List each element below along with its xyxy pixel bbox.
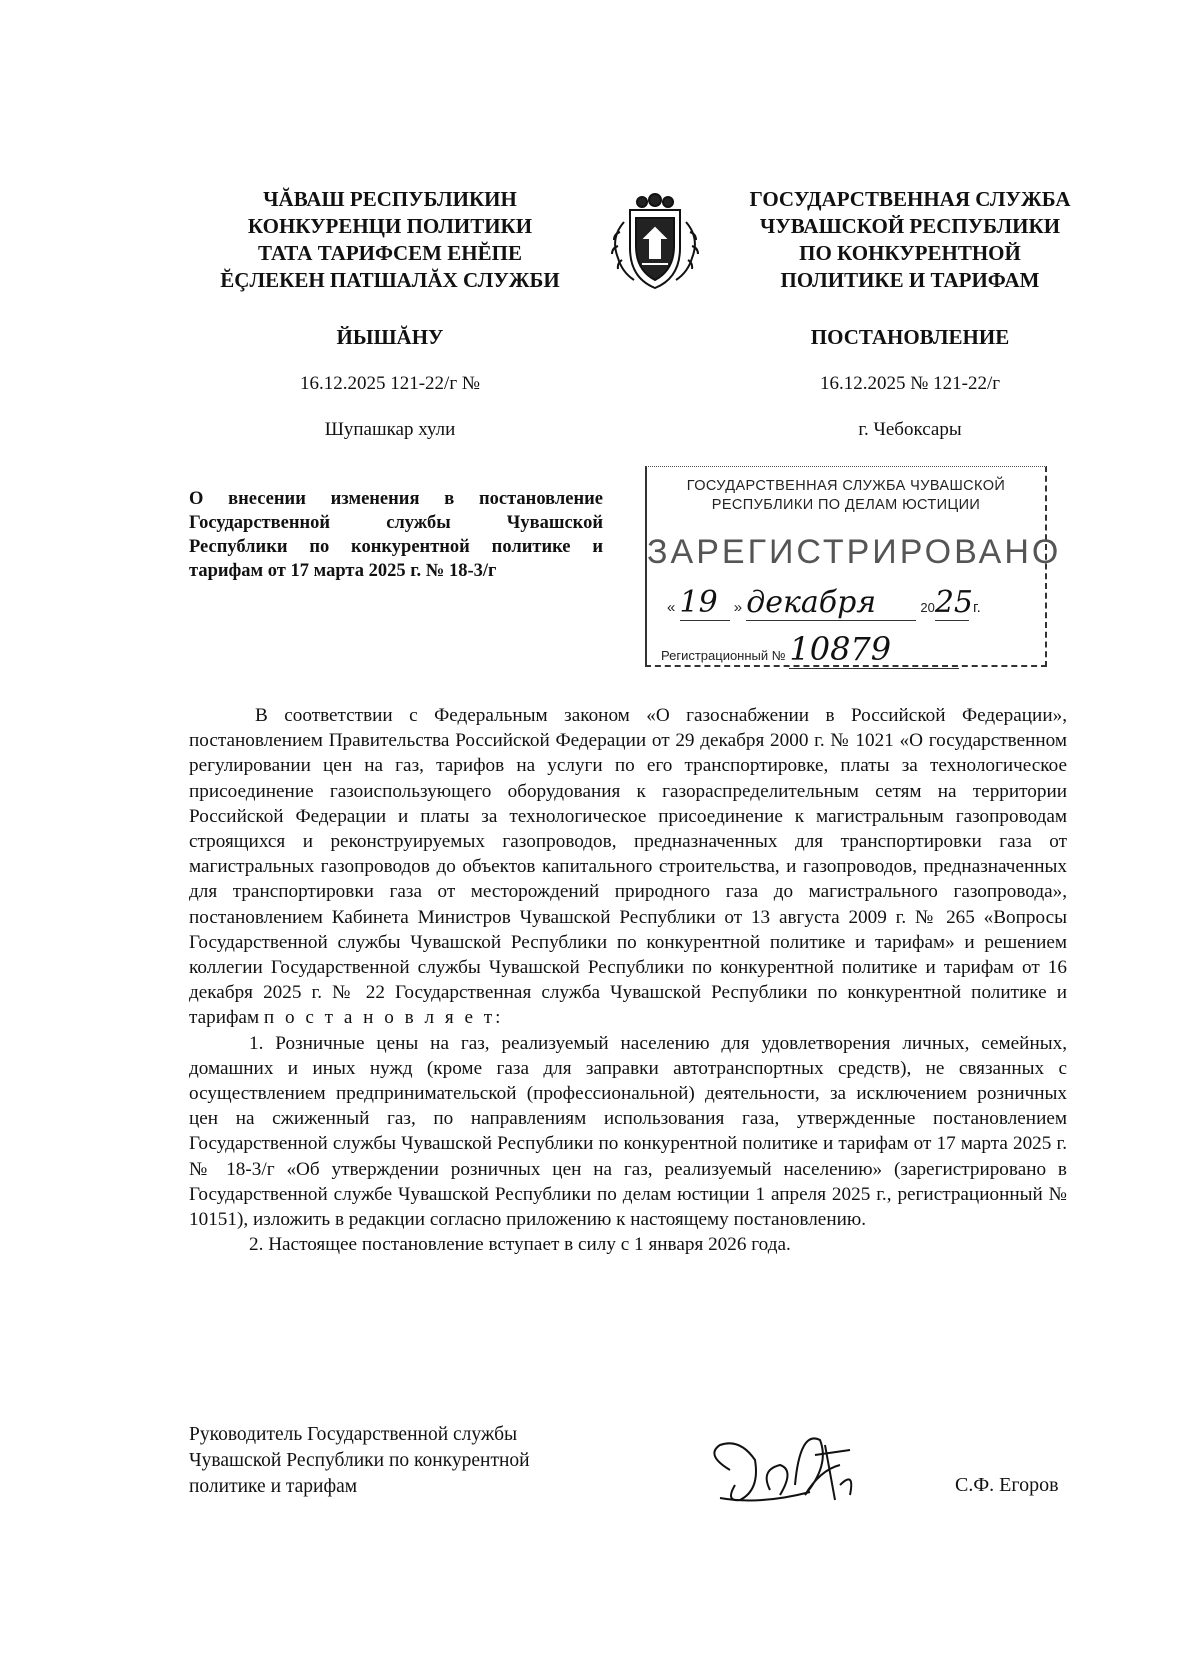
stamp-year-unit: г. [973, 599, 981, 616]
right-header-line: ГОСУДАРСТВЕННАЯ СЛУЖБА [749, 187, 1071, 211]
stamp-month: декабря [746, 585, 916, 621]
document-body [189, 703, 1067, 1257]
signer-position-line: Чувашской Республики по конкурентной [189, 1450, 530, 1471]
handwritten-signature [700, 1410, 900, 1520]
right-date-number: 16.12.2025 № 121-22/г [819, 373, 1001, 394]
signer-position [189, 1422, 609, 1500]
stamp-day: 19 [680, 585, 730, 621]
left-header-line: ĔÇЛЕКЕН ПАТШАЛĂХ СЛУЖБИ [220, 268, 560, 292]
stamp-year-suffix: 25 [934, 585, 974, 620]
item-1-paragraph: 1. Розничные цены на газ, реализуемый населению для удовлетворения личных, семейных, домашних и иных нужд (кроме газа для заправки автотранспортных средств), не связанных с осуществлением предпринимательской (профессиональной) деятельности, за исключением розничных цен на сжиженный газ, по направлениям использования газа, утвержденные постановлением Государственной службы Чувашской Республики по конкурентной политике и тарифам от 17 марта 2025 г. № 18-3/г «Об утверждении розничных цен на газ, реализуемый населению» (зарегистрировано в Государственной службе Чувашской Республики по делам юстиции 1 апреля 2025 г., регистрационный № 10151), изложить в редакции согласно приложению к настоящему постановлению. [189, 1032, 1067, 1231]
right-header-line: ПО КОНКУРЕНТНОЙ [799, 241, 1021, 265]
right-header [720, 186, 1100, 294]
stamp-org-line: ГОСУДАРСТВЕННАЯ СЛУЖБА ЧУВАШСКОЙ [686, 478, 1006, 494]
stamp-registered-label: ЗАРЕГИСТРИРОВАНО [647, 533, 1062, 571]
left-doc-type: ЙЫШĂНУ [336, 325, 444, 349]
right-doc-type: ПОСТАНОВЛЕНИЕ [810, 325, 1010, 349]
stamp-open-quote: « [667, 599, 676, 616]
stamp-org-line: РЕСПУБЛИКИ ПО ДЕЛАМ ЮСТИЦИИ [711, 497, 981, 513]
stamp-close-quote: » [733, 599, 743, 616]
stamp-reg-number: 10879 [789, 630, 959, 669]
stamp-year-prefix: 20 [920, 600, 935, 615]
stamp-date-line [667, 585, 1037, 621]
item-2-paragraph: 2. Настоящее постановление вступает в силу с 1 января 2026 года. [249, 1234, 791, 1256]
right-header-line: ПОЛИТИКЕ И ТАРИФАМ [780, 268, 1040, 292]
signer-position-line: политике и тарифам [189, 1476, 358, 1497]
right-city: г. Чебоксары [858, 419, 962, 440]
stamp-reg-label: Регистрационный № [661, 648, 786, 663]
resolves-text: п о с т а н о в л я е т: [263, 1007, 504, 1029]
chuvash-emblem-icon [600, 188, 710, 298]
left-header-line: КОНКУРЕНЦИ ПОЛИТИКИ [247, 214, 533, 238]
left-header-line: ЧĂВАШ РЕСПУБЛИКИН [263, 187, 517, 211]
signer-position-line: Руководитель Государственной службы [189, 1424, 518, 1445]
right-header-line: ЧУВАШСКОЙ РЕСПУБЛИКИ [759, 214, 1061, 238]
registration-stamp [645, 466, 1062, 668]
preamble-paragraph [189, 703, 1067, 1031]
stamp-reg-line [661, 630, 959, 669]
left-city: Шупашкар хули [324, 419, 456, 440]
left-date-number: 16.12.2025 121-22/г № [299, 373, 481, 394]
preamble-text: В соответствии с Федеральным законом «О газоснабжении в Российской Федерации», постановлением Правительства Российской Федерации от 29 декабря 2000 г. № 1021 «О государственном регулировании цен на газ, тарифов на услуги по его транспортировке, платы за технологическое присоединение газоиспользующего оборудования к газораспределительным сетям на территории Российской Федерации и платы за технологическое присоединение к магистральным газопроводам строящихся и реконструируемых газопроводов, предназначенных для транспортировки газа от магистральных газопроводов до объектов капитального строительства, и газопроводов, предназначенных для транспортировки газа от месторождений природного газа до магистрального газопровода», постановлением Кабинета Министров Чувашской Республики от 13 августа 2009 г. № 265 «Вопросы Государственной службы Чувашской Республики по конкурентной политике и тарифам» и решением коллегии Государственной службы Чувашской Республики по конкурентной политике и тарифам от 16 декабря 2025 г. № 22 Государственная служба Чувашской Республики по конкурентной политике и тарифам [189, 705, 1067, 1029]
left-header-line: ТАТА ТАРИФСЕМ ЕНĔПЕ [258, 241, 522, 265]
document-subject: О внесении изменения в постановление Государственной службы Чувашской Республики по конкурентной политике и тарифам от 17 марта 2025 г. № 18-3/г [189, 489, 603, 581]
signer-name: С.Ф. Егоров [955, 1474, 1059, 1496]
left-header [200, 186, 580, 294]
